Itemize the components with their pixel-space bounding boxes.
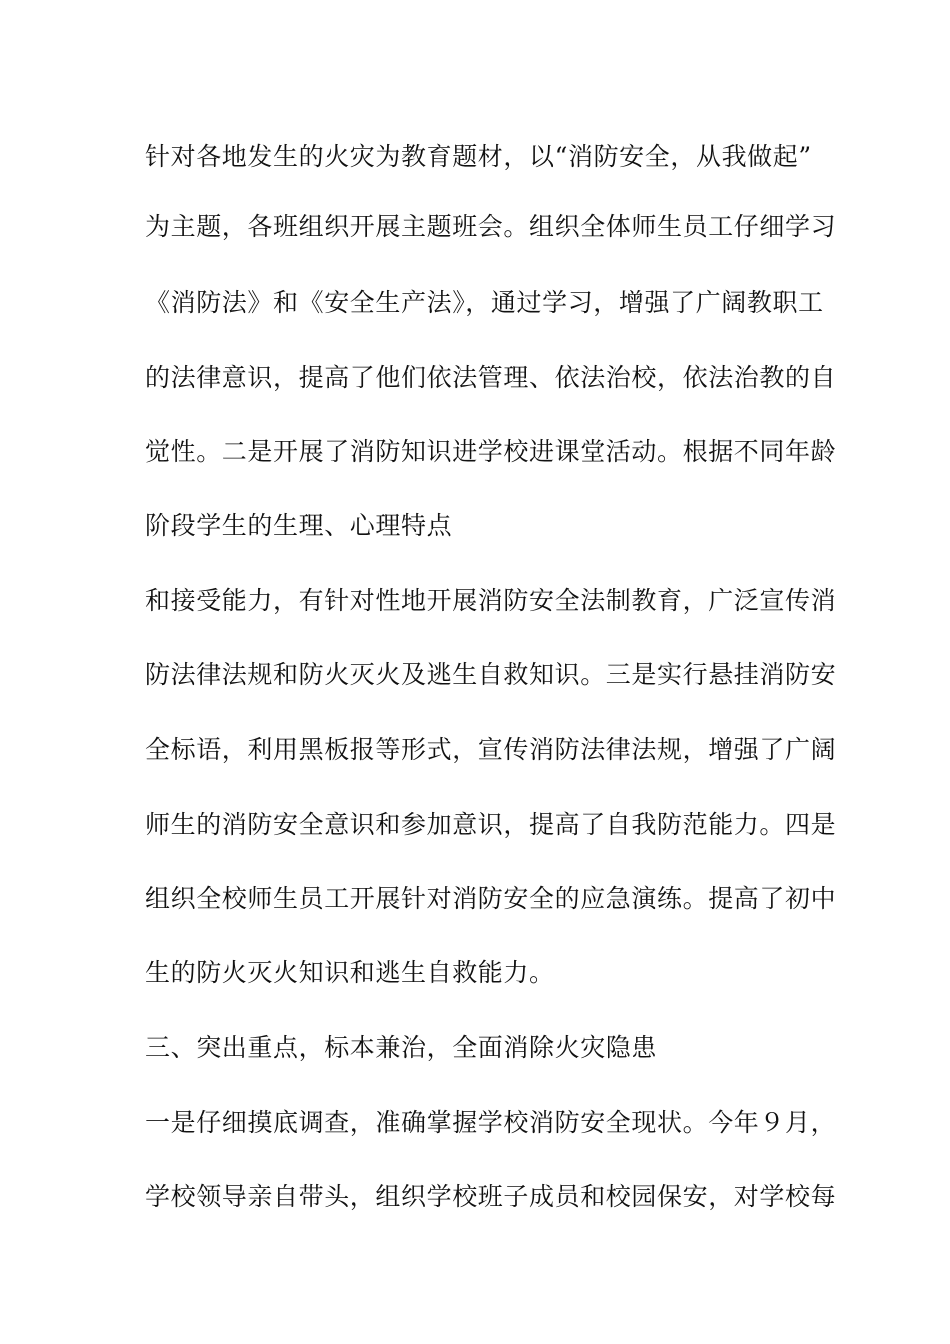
text-line: 针对各地发生的火灾为教育题材，以“消防安全，从我做起” [145, 142, 812, 171]
text-line: 的法律意识，提高了他们依法管理、依法治校，依法治教的自 [145, 363, 837, 392]
text-line: 组织全校师生员工开展针对消防安全的应急演练。提高了初中 [145, 884, 837, 913]
text-line: 师生的消防安全意识和参加意识，提高了自我防范能力。四是 [145, 810, 837, 839]
text-line: 一是仔细摸底调查，准确掌握学校消防安全现状。今年９月， [145, 1108, 837, 1137]
text-line: 阶段学生的生理、心理特点 [145, 511, 453, 540]
text-line: 生的防火灭火知识和逃生自救能力。 [145, 958, 555, 987]
text-line: 为主题，各班组织开展主题班会。组织全体师生员工仔细学习 [145, 212, 837, 241]
text-line: 觉性。二是开展了消防知识进学校进课堂活动。根据不同年龄 [145, 437, 837, 466]
text-line: 学校领导亲自带头，组织学校班子成员和校园保安，对学校每 [145, 1182, 837, 1211]
text-line: 全标语，利用黑板报等形式，宣传消防法律法规，增强了广阔 [145, 735, 837, 764]
text-line: 《消防法》和《安全生产法》，通过学习，增强了广阔教职工 [145, 288, 824, 317]
text-line: 和接受能力，有针对性地开展消防安全法制教育，广泛宣传消 [145, 586, 837, 615]
text-line: 防法律法规和防火灭火及逃生自救知识。三是实行悬挂消防安 [145, 660, 837, 689]
section-heading: 三、突出重点，标本兼治，全面消除火灾隐患 [145, 1033, 658, 1062]
